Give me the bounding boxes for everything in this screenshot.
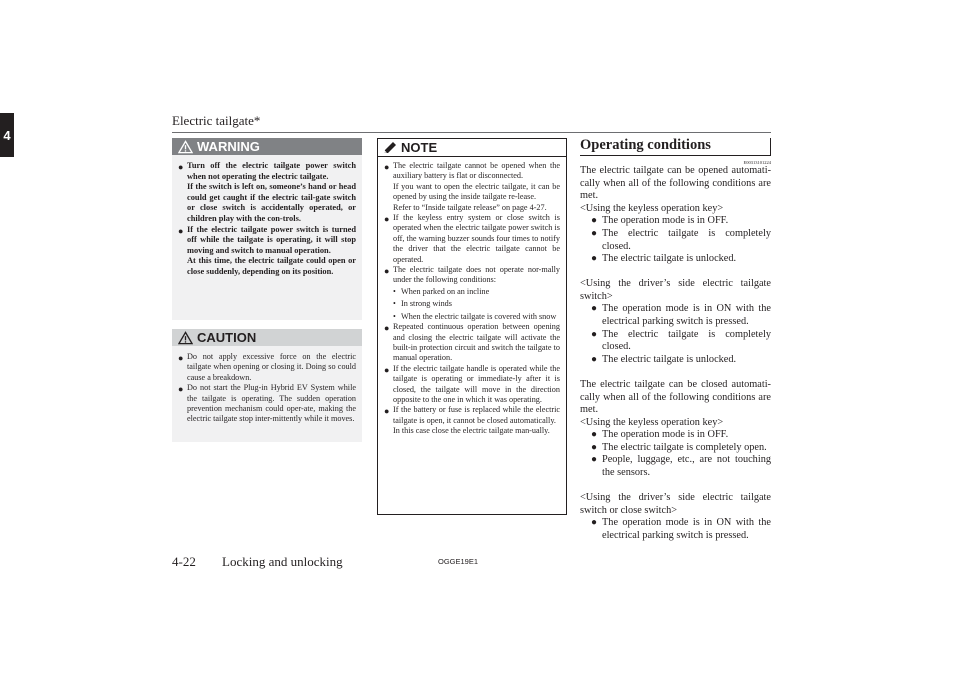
subheading: <Using the driver’s side electric tailgate switch> — [580, 278, 771, 302]
caution-triangle-icon — [178, 331, 193, 345]
pencil-note-icon — [382, 141, 398, 155]
operating-conditions-body — [580, 165, 771, 543]
paragraph: The electric tailgate can be opened automati-cally when all of the following conditions are met. — [580, 165, 771, 202]
subheading: <Using the keyless operation key> — [580, 202, 724, 214]
warning-item: ● If the electric tailgate power switch is turned off while the tailgate is operating, it will stop moving and switch to manual operation. At this time, the electric tailgate could open or close suddenly, depending on its position. — [178, 224, 356, 276]
note-item: ● The electric tailgate cannot be opened when the auxiliary battery is flat or disconnected. If you want to open the electric tailgate, it can be opened by using the inside tailgate re-lease. Refer to “Inside tailgate release” on page 4-27. — [384, 161, 560, 212]
note-item: ● Repeated continuous operation between opening and closing the electric tailgate will activate the built-in protection circuit and switch the tailgate to manual operation. — [384, 322, 560, 363]
document-code: OGGE19E1 — [438, 557, 479, 566]
note-box — [377, 138, 567, 515]
warning-item: ● Turn off the electric tailgate power switch when not operating the electric tailgate. If the switch is left on, someone’s hand or head could get caught if the electric tail-gate switch or close switch is accidentally operated, or children play with the con-trols. — [178, 161, 356, 223]
condition-item: ● The operation mode is in OFF. — [591, 215, 729, 227]
condition-item: ● The electric tailgate is unlocked. — [591, 253, 737, 265]
note-title: NOTE — [401, 140, 438, 155]
note-item: ● The electric tailgate does not operate nor-mally under the following conditions: • When parked on an incline • In strong winds • When the electric tailgate is covered with snow — [384, 265, 560, 321]
caution-title: CAUTION — [197, 330, 257, 345]
page-header-title: Electric tailgate* — [172, 113, 261, 128]
note-sub-item: • In strong winds — [393, 299, 452, 309]
section-code: E00313101224 — [743, 160, 771, 165]
section-tab: 4 — [0, 113, 14, 157]
header-rule — [172, 132, 771, 133]
subheading: <Using the driver’s side electric tailgate switch or close switch> — [580, 492, 771, 516]
note-sub-item: • When parked on an incline — [393, 286, 490, 296]
condition-item: ● The operation mode is in OFF. — [591, 429, 729, 441]
note-item: ● If the electric tailgate handle is operated while the tailgate is operating or immediate-ly after it is closed, the tailgate will move in the direction opposite to the one in which it was operating. — [384, 363, 560, 404]
paragraph: The electric tailgate can be closed automati-cally when all of the following conditions are met. — [580, 378, 771, 416]
condition-item: ● The electric tailgate is unlocked. — [591, 353, 737, 365]
condition-item: ● The electric tailgate is completely closed. — [591, 328, 771, 353]
page-number: 4-22 — [172, 554, 196, 569]
condition-item: ● The electric tailgate is completely closed. — [591, 227, 771, 252]
section-title: Operating conditions — [580, 137, 711, 153]
condition-item: ● The operation mode is in ON with the electrical parking switch is pressed. — [591, 303, 771, 328]
condition-item: ● People, luggage, etc., are not touching the sensors. — [591, 454, 771, 479]
caution-box — [172, 329, 362, 442]
note-sub-item: • When the electric tailgate is covered with snow — [393, 311, 557, 321]
condition-item: ● The electric tailgate is completely open. — [591, 441, 767, 453]
caution-item: ● Do not apply excessive force on the electric tailgate when opening or closing it. Doing so could cause a breakdown. — [178, 352, 356, 382]
subheading: <Using the keyless operation key> — [580, 416, 724, 428]
caution-bar — [172, 329, 362, 346]
warning-title: WARNING — [197, 139, 260, 154]
note-item: ● If the battery or fuse is replaced while the electric tailgate is open, it cannot be closed automatically. In this case close the electric tailgate man-ually. — [384, 405, 560, 436]
note-item: ● If the keyless entry system or close switch is operated when the electric tailgate power switch is off, the warning buzzer sounds four times to notify the driver that the electric tailgate cannot be operated. — [384, 213, 560, 264]
chapter-name: Locking and unlocking — [222, 554, 343, 569]
warning-box — [172, 138, 362, 320]
condition-item: ● The operation mode is in ON with the electrical parking switch is pressed. — [591, 517, 771, 541]
warning-triangle-icon — [178, 140, 193, 154]
warning-bar — [172, 138, 362, 155]
caution-item: ● Do not start the Plug-in Hybrid EV System while the tailgate is operating. The sudden operation prevention mechanism could oper-ate, making the electric tailgate stop inter-mittently while it moves. — [178, 383, 356, 424]
section-heading — [580, 138, 771, 156]
note-bar — [378, 139, 566, 157]
